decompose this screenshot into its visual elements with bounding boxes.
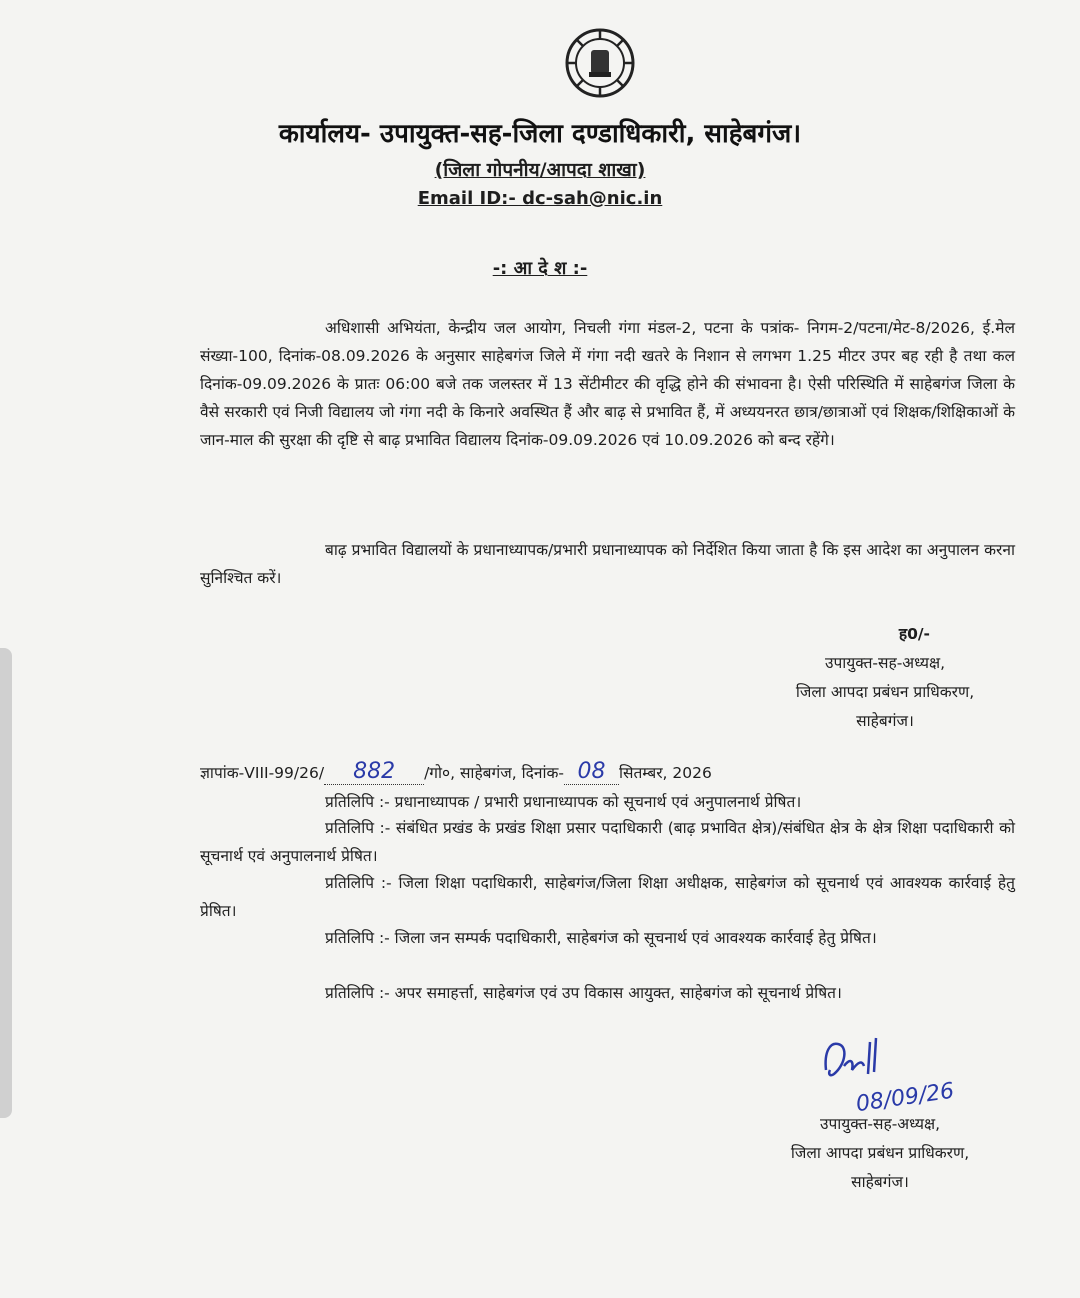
memo-middle: /गो०, साहेबगंज, दिनांक- [424, 764, 564, 782]
email-id: Email ID:- dc-sah@nic.in [417, 188, 663, 209]
order-paragraph-2: बाढ़ प्रभावित विद्यालयों के प्रधानाध्यापक/प्रभारी प्रधानाध्यापक को निर्देशित किया जाता है कि इस आदेश का अनुपालन करना सुनिश्चित करें। [200, 541, 1015, 587]
page-edge-shadow [0, 648, 12, 1118]
signatory-1-authority: जिला आपदा प्रबंधन प्राधिकरण, [795, 683, 975, 701]
office-title: कार्यालय- उपायुक्त-सह-जिला दण्डाधिकारी, साहेबगंज। [278, 119, 802, 149]
order-heading-line [0, 256, 1080, 280]
memo-suffix: सितम्बर, 2026 [618, 764, 712, 782]
signatory-1-place: साहेबगंज। [856, 712, 914, 730]
copy-item: प्रतिलिपि :- प्रधानाध्यापक / प्रभारी प्रधानाध्यापक को सूचनार्थ एवं अनुपालनार्थ प्रेषित। [325, 793, 802, 811]
signatory-2-designation: उपायुक्त-सह-अध्यक्ष, [819, 1115, 941, 1133]
signatory-2-authority: जिला आपदा प्रबंधन प्राधिकरण, [790, 1144, 970, 1162]
signatory-block-1 [740, 620, 1030, 736]
signatory-2-place: साहेबगंज। [851, 1173, 909, 1191]
signed-mark: ह0/- [898, 625, 930, 643]
memo-prefix: ज्ञापांक-VIII-99/26/ [200, 764, 325, 782]
copy-item: प्रतिलिपि :- अपर समाहर्त्ता, साहेबगंज एवं उप विकास आयुक्त, साहेबगंज को सूचनार्थ प्रेषित। [325, 984, 842, 1002]
order-heading: -: आ दे श :- [492, 258, 588, 279]
order-paragraph-1: अधिशासी अभियंता, केन्द्रीय जल आयोग, निचली गंगा मंडल-2, पटना के पत्रांक- निगम-2/पटना/मेट-8/2026, ई.मेल संख्या-100, दिनांक-08.09.2026 के अनुसार साहेबगंज जिले में गंगा नदी खतरे के निशान से लगभग 1.25 मीटर उपर बह रही है तथा कल दिनांक-09.09.2026 के प्रातः 06:00 बजे तक जलस्तर में 13 सेंटीमीटर की वृद्धि होने की संभावना है। ऐसी परिस्थिति में साहेबगंज जिला के वैसे सरकारी एवं निजी विद्यालय जो गंगा नदी के किनारे अवस्थित हैं और बाढ़ से प्रभावित हैं, में अध्ययनरत छात्र/छात्राओं एवं शिक्षक/शिक्षिकाओं के जान-माल की सुरक्षा की दृष्टि से बाढ़ प्रभावित विद्यालय दिनांक-09.09.2026 एवं 10.09.2026 को बन्द रहेंगे। [200, 319, 1015, 449]
copy-item: प्रतिलिपि :- जिला जन सम्पर्क पदाधिकारी, साहेबगंज को सूचनार्थ एवं आवश्यक कार्रवाई हेतु प्रेषित। [325, 929, 877, 947]
handwritten-signature [818, 1030, 978, 1120]
branch-line [0, 156, 1080, 182]
memo-day-handwritten: 08 [577, 759, 606, 784]
memo-number-line [200, 759, 712, 785]
branch-name: (जिला गोपनीय/आपदा शाखा) [434, 159, 646, 181]
signature-date: 08/09/26 [854, 1078, 956, 1118]
government-emblem-seal-icon [565, 28, 635, 98]
signatory-block-2 [730, 1110, 1030, 1197]
signatory-1-designation: उपायुक्त-सह-अध्यक्ष, [824, 654, 946, 672]
memo-number-handwritten: 882 [353, 759, 396, 784]
copy-item: प्रतिलिपि :- संबंधित प्रखंड के प्रखंड शिक्षा प्रसार पदाधिकारी (बाढ़ प्रभावित क्षेत्र)/संबंधित क्षेत्र के क्षेत्र शिक्षा पदाधिकारी को सूचनार्थ एवं अनुपालनार्थ प्रेषित। [200, 819, 1015, 865]
copy-item: प्रतिलिपि :- जिला शिक्षा पदाधिकारी, साहेबगंज/जिला शिक्षा अधीक्षक, साहेबगंज को सूचनार्थ एवं आवश्यक कार्रवाई हेतु प्रेषित। [200, 874, 1015, 920]
